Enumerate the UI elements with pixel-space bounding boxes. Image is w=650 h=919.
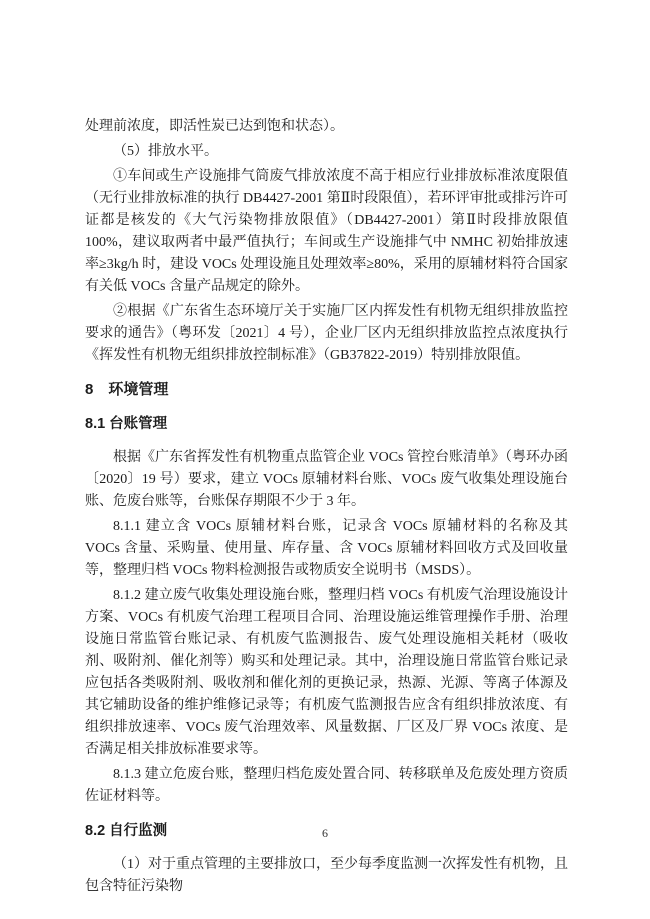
- paragraph: 8.1.2 建立废气收集处理设施台账，整理归档 VOCs 有机废气治理设施设计方案、VOCs 有机废气治理工程项目合同、治理设施运维管理操作手册、治理设施日常监管台账记录、有机废气监测报告、废气处理设施相关耗材（吸收剂、吸附剂、催化剂等）购买和处理记录。其中，治理设施日常监管台账记录应包括各类吸附剂、吸收剂和催化剂的更换记录，热源、光源、等离子体源及其它辅助设备的维护维修记录等；有机废气监测报告应含有组织排放浓度、有组织排放速率、VOCs 废气治理效率、风量数据、厂区及厂界 VOCs 浓度、是否满足相关排放标准要求等。: [85, 588, 568, 757]
- paragraph: ①车间或生产设施排气筒废气排放浓度不高于相应行业排放标准浓度限值（无行业排放标准的执行 DB4427-2001 第Ⅱ时段限值），若环评审批或排污许可证都是核发的《大气污染物排放限值》（DB4427-2001）第Ⅱ时段排放限值 100%，建议取两者中最严值执行；车间或生产设施排气中 NMHC 初始排放速率≥3kg/h 时，建设 VOCs 处理设施且处理效率≥80%，采用的原辅材料符合国家有关低 VOCs 含量产品规定的除外。: [85, 169, 568, 294]
- paragraph: 8.1.1 建立含 VOCs 原辅材料台账，记录含 VOCs 原辅材料的名称及其 VOCs 含量、采购量、使用量、库存量、含 VOCs 原辅材料回收方式及回收量等，整理归档 VOCs 物料检测报告或物质安全说明书（MSDS）。: [85, 519, 568, 578]
- paragraph: ②根据《广东省生态环境厅关于实施厂区内挥发性有机物无组织排放监控要求的通告》（粤环发〔2021〕4 号），企业厂区内无组织排放监控点浓度执行《挥发性有机物无组织排放控制标准》（GB37822-2019）特别排放限值。: [85, 304, 568, 363]
- section-heading: 8 环境管理: [85, 381, 169, 398]
- paragraph: 根据《广东省挥发性有机物重点监管企业 VOCs 管控台账清单》（粤环办函〔2020〕19 号）要求，建立 VOCs 原辅材料台账、VOCs 废气收集处理设施台账、危废台账等，台账保存期限不少于 3 年。: [85, 450, 569, 509]
- document-body: [85, 116, 568, 901]
- paragraph: 8.1.3 建立危废台账，整理归档危废处置合同、转移联单及危废处理方资质佐证材料等。: [85, 767, 568, 804]
- page-number: 6: [322, 826, 328, 840]
- paragraph: 处理前浓度，即活性炭已达到饱和状态）。: [85, 119, 344, 134]
- section-heading: 8.1 台账管理: [85, 416, 168, 432]
- paragraph: （1）对于重点管理的主要排放口，至少每季度监测一次挥发性有机物，且包含特征污染物: [85, 857, 568, 894]
- section-heading: 8.2 自行监测: [85, 823, 168, 839]
- paragraph: （5）排放水平。: [113, 144, 218, 159]
